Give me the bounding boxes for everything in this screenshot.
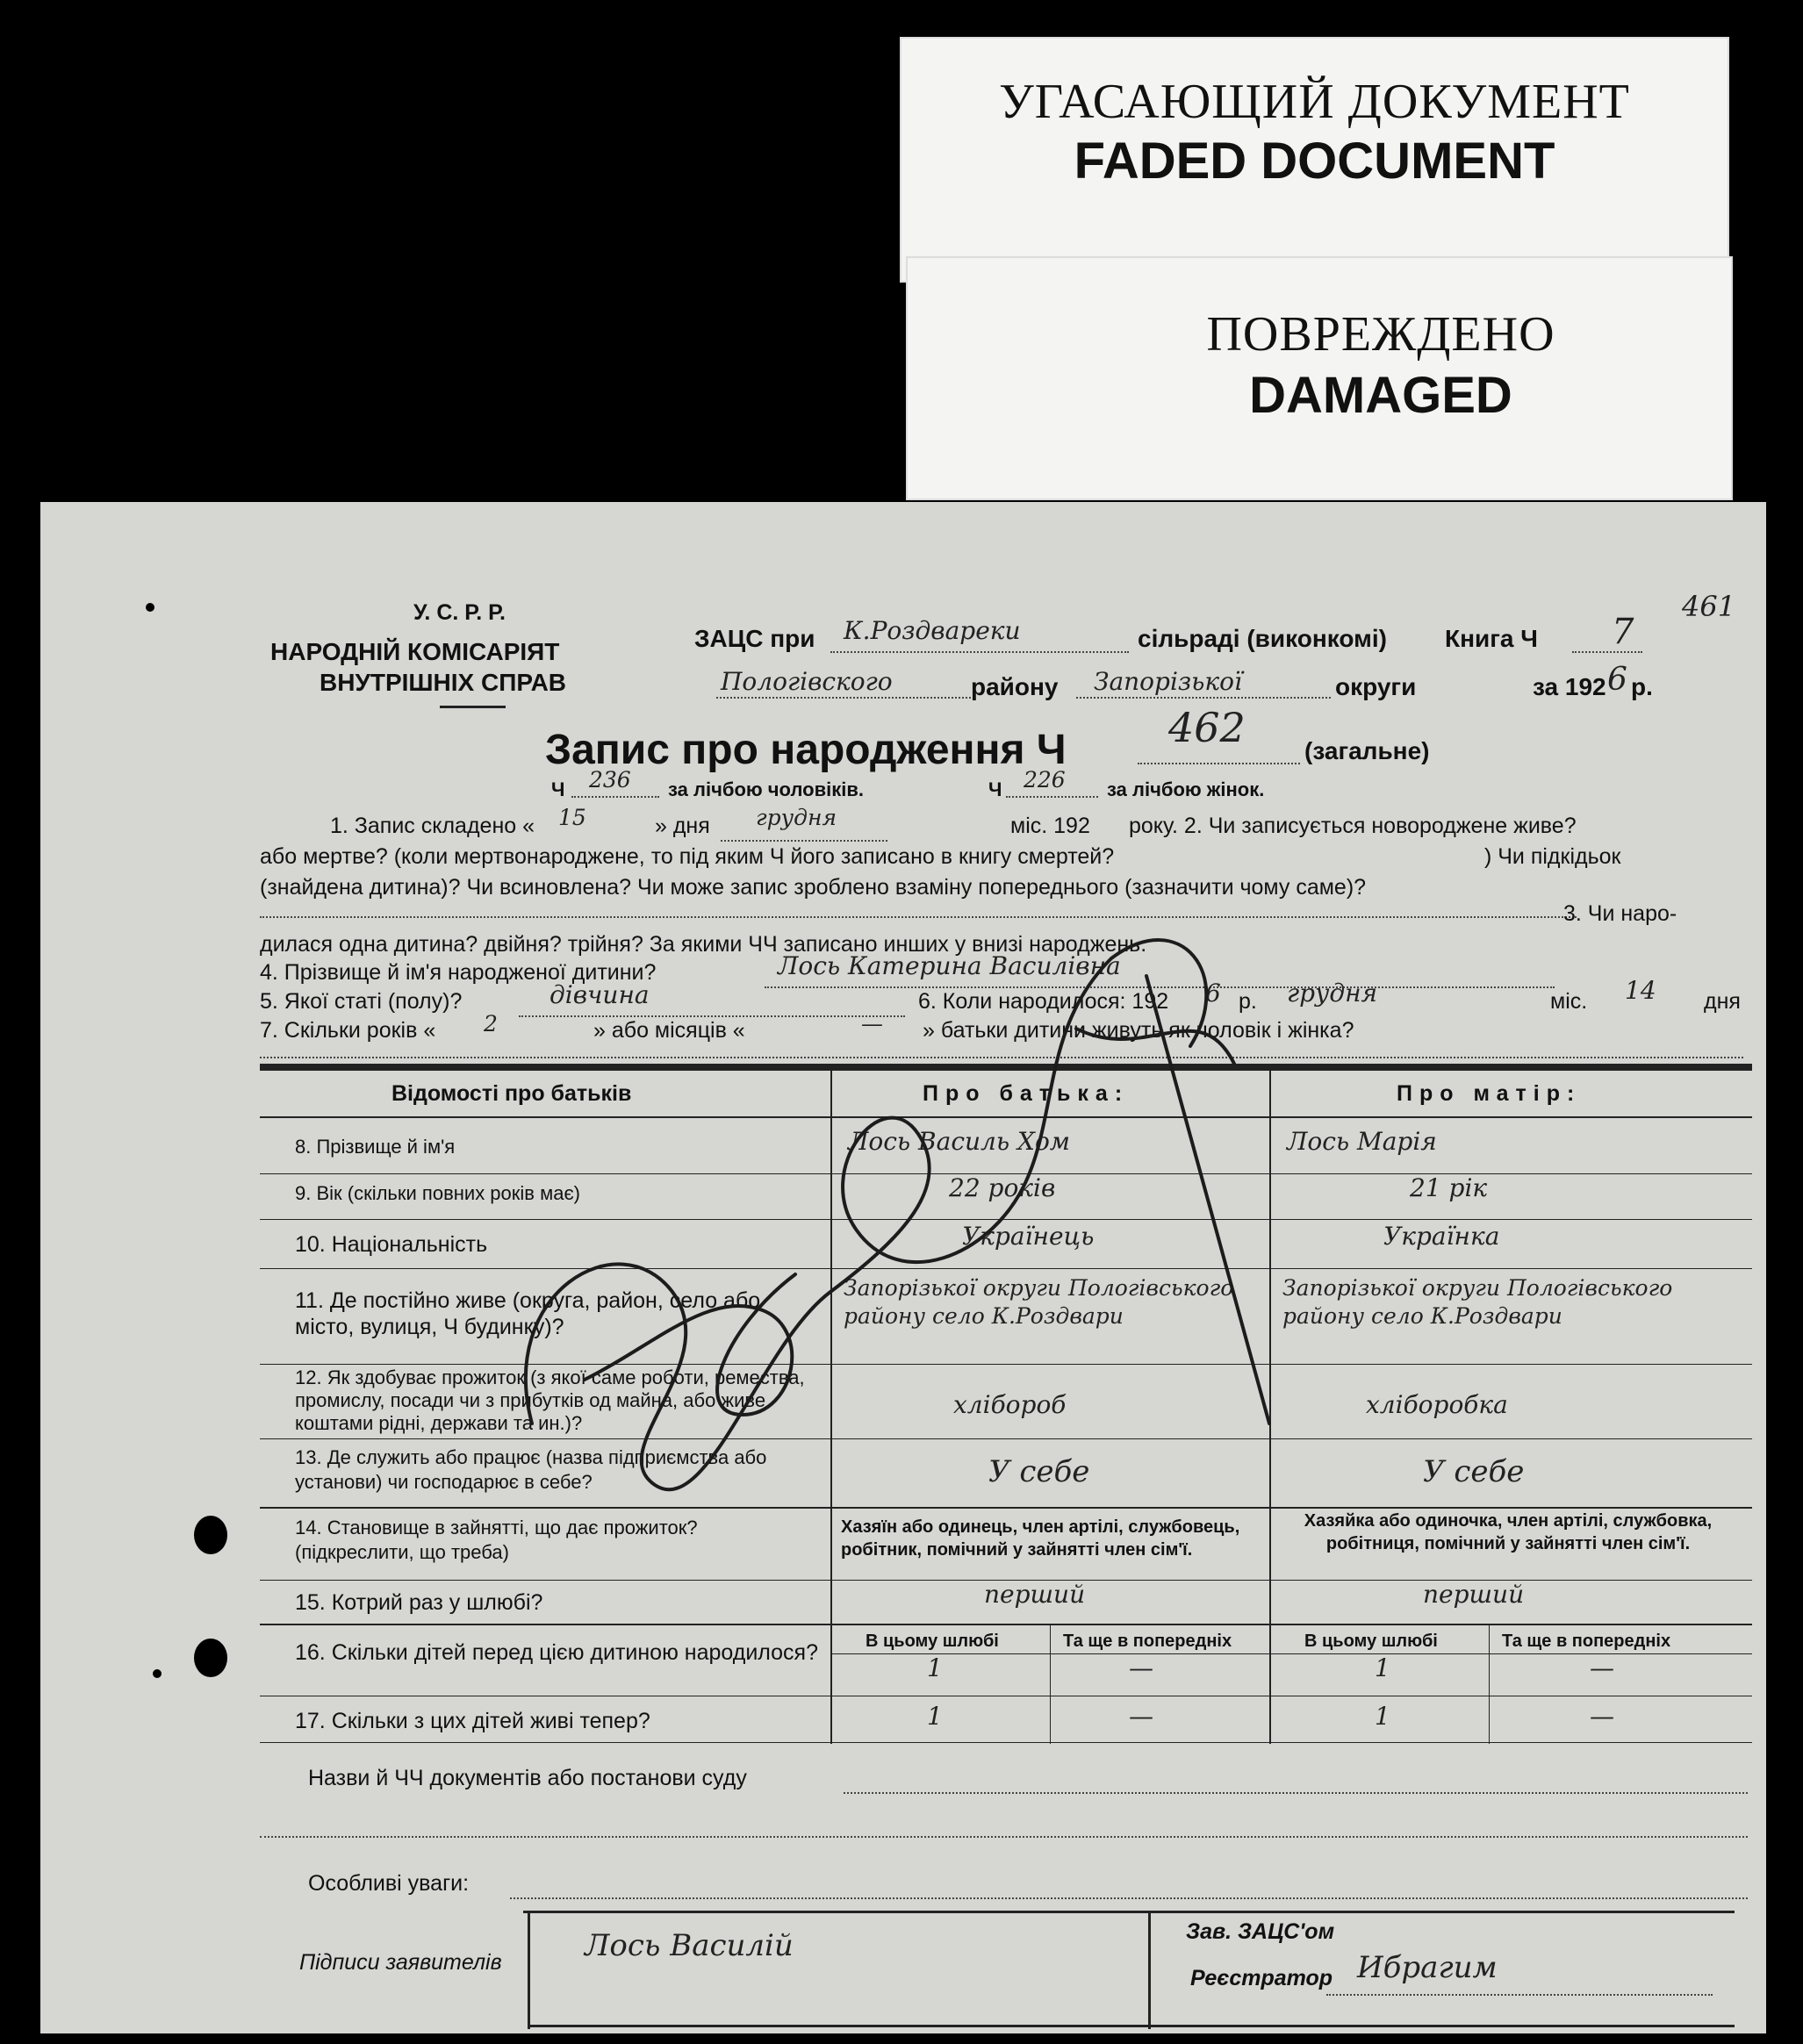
applicant-signature: Лось Василій [585, 1928, 794, 1963]
commissariat-label: НАРОДНІЙ КОМІСАРІЯТ [270, 638, 560, 665]
year-suffix: р. [1631, 673, 1653, 700]
okrug-name: Запорізької [1094, 667, 1242, 696]
birth-month: грудня [1287, 979, 1378, 1008]
corner-number: 461 [1682, 590, 1736, 623]
zags-prefix: ЗАЦС при [694, 625, 815, 652]
line8: 7. Скільки років « [260, 1018, 436, 1043]
district-label: району [971, 673, 1059, 700]
father-sub-this: В цьому шлюбі [866, 1632, 999, 1651]
faded-document-label [900, 37, 1729, 283]
internal-affairs-label: ВНУТРІШНІХ СПРАВ [320, 669, 567, 696]
father-residence: Запорізької округи Пологівського району село К.Роздвари [844, 1275, 1234, 1329]
line1-a: 1. Запис складено « [330, 814, 535, 838]
line2: або мертве? (коли мертвонароджене, то під яким Ч його записано в книгу смертей? [260, 844, 1115, 869]
row-label-marriage: 15. Котрий раз у шлюбі? [295, 1590, 543, 1615]
line7-b: 6. Коли народилося: 192 [918, 989, 1169, 1014]
line7-c: р. [1239, 989, 1257, 1014]
row-label-workplace: 13. Де служить або працює (назва підприємства або установи) чи господарює в себе? [295, 1446, 767, 1493]
faded-label-en: FADED DOCUMENT [1074, 133, 1555, 190]
line5: дилася одна дитина? двійня? трійня? За якими ЧЧ записано инших у внизі народжень. [260, 932, 1147, 957]
birth-record-form [40, 502, 1766, 2033]
alive-mother-prev: — [1590, 1702, 1614, 1731]
years-together: 2 [484, 1011, 498, 1036]
ussr-label: У. С. Р. Р. [413, 600, 506, 625]
line2-b: ) Чи підкідьок [1484, 844, 1621, 869]
handwritten-scrawl [40, 502, 1766, 2033]
line6: 4. Прізвище й ім'я народженої дитини? [260, 960, 657, 985]
father-nationality: Українець [962, 1222, 1095, 1251]
alive-father-this: 1 [927, 1702, 943, 1731]
mother-nationality: Українка [1383, 1222, 1500, 1251]
months-together: — [861, 1011, 883, 1036]
registrar-label: Реєстратор [1190, 1966, 1333, 1990]
line3: (знайдена дитина)? Чи всиновлена? Чи може запис зроблено взаміну попереднього (зазначити чому саме)? [260, 875, 1367, 900]
col-mother-header: Про матір: [1397, 1081, 1582, 1106]
children-mother-this: 1 [1375, 1653, 1390, 1682]
district-name: Пологівского [721, 667, 893, 696]
line1-b: » дня [655, 814, 710, 838]
father-surname: Лось Василь Хом [848, 1127, 1071, 1156]
applicant-label: Підписи заявителів [299, 1950, 502, 1975]
line1-c: міс. 192 [1010, 814, 1090, 838]
men-prefix: Ч [551, 778, 565, 800]
women-label: за лічбою жінок. [1107, 778, 1265, 800]
row-label-surname: 8. Прізвище й ім'я [295, 1136, 456, 1158]
year-label: за 192 [1533, 673, 1606, 700]
damaged-label-en: DAMAGED [1249, 367, 1512, 424]
row-label-alive: 17. Скільки з цих дітей живі тепер? [295, 1709, 650, 1733]
record-month: грудня [756, 805, 837, 830]
book-number: 7 [1612, 612, 1634, 652]
mother-employment-options: Хазяйка або одиночка, член артілі, службовка, робітниця, помічний у зайнятті член сім'ї. [1304, 1511, 1713, 1553]
row-label-age: 9. Вік (скільки повних років має) [295, 1182, 581, 1204]
record-day: 15 [558, 805, 586, 830]
mother-workplace: У себе [1423, 1454, 1525, 1489]
book-label: Книга Ч [1445, 625, 1538, 652]
year-digit: 6 [1607, 662, 1627, 698]
row-label-nationality: 10. Національність [295, 1232, 488, 1257]
mother-sub-this: В цьому шлюбі [1304, 1632, 1438, 1651]
faded-label-ru: УГАСАЮЩИЙ ДОКУМЕНТ [999, 75, 1630, 129]
row-label-children: 16. Скільки дітей перед цією дитиною народилося? [295, 1640, 818, 1665]
damaged-label-ru: ПОВРЕЖДЕНО [1206, 307, 1555, 362]
father-livelihood: хлібороб [953, 1390, 1067, 1419]
children-mother-prev: — [1590, 1653, 1614, 1682]
registrar-signature: Ибрагим [1357, 1950, 1498, 1985]
birth-year: 6 [1205, 979, 1221, 1008]
record-title: Запис про народження Ч [545, 727, 1067, 773]
line1-d: року. 2. Чи записується новороджене живе? [1129, 814, 1577, 838]
general-label: (загальне) [1304, 737, 1430, 764]
line7-e: дня [1704, 989, 1741, 1014]
line8-b: » або місяців « [593, 1018, 745, 1043]
child-sex: дівчина [550, 980, 650, 1009]
alive-father-prev: — [1129, 1702, 1153, 1731]
children-father-this: 1 [927, 1653, 943, 1682]
record-number: 462 [1168, 704, 1246, 751]
alive-mother-this: 1 [1375, 1702, 1390, 1731]
mother-livelihood: хліборобка [1366, 1390, 1508, 1419]
row-label-employment: 14. Становище в зайнятті, що дає прожиток? (підкреслити, що треба) [295, 1517, 698, 1563]
birth-day: 14 [1625, 976, 1656, 1005]
father-sub-prev: Та ще в попередніх [1063, 1632, 1232, 1651]
row-label-livelihood: 12. Як здобуває прожиток (з якої саме роботи, ремества, промислу, посади чи з прибутків од майна, або живе коштами рідні, держави та ин.)? [295, 1366, 805, 1434]
mother-marriage: перший [1423, 1580, 1525, 1609]
child-name: Лось Катерина Василівна [778, 951, 1121, 980]
row-label-residence: 11. Де постійно живе (округа, район, село або місто, вулиця, Ч будинку)? [295, 1288, 761, 1339]
line7-d: міс. [1550, 989, 1588, 1014]
documents-label: Назви й ЧЧ документів або постанови суду [308, 1766, 747, 1790]
col-info-header: Відомості про батьків [391, 1081, 632, 1106]
father-workplace: У себе [988, 1454, 1090, 1489]
village-name: К.Роздвареки [844, 616, 1021, 645]
mother-sub-prev: Та ще в попередніх [1502, 1632, 1671, 1651]
line4: 3. Чи наро- [1563, 901, 1677, 926]
col-father-header: Про батька: [923, 1081, 1130, 1106]
father-age: 22 років [949, 1173, 1056, 1202]
okrug-label: округи [1335, 673, 1417, 700]
men-number: 236 [589, 767, 631, 792]
mother-residence: Запорізької округи Пологівського району село К.Роздвари [1282, 1275, 1673, 1329]
line7: 5. Якої статі (полу)? [260, 989, 463, 1014]
damaged-document-label [906, 256, 1733, 500]
women-prefix: Ч [988, 778, 1002, 800]
father-employment-options: Хазяїн або одинець, член артілі, службовець, робітник, помічний у зайнятті член сім'ї. [841, 1517, 1240, 1560]
head-label: Зав. ЗАЦС'ом [1186, 1919, 1335, 1944]
council-label: сільраді (виконкомі) [1138, 625, 1387, 652]
children-father-prev: — [1129, 1653, 1153, 1682]
line8-c: » батьки дитини живуть як чоловік і жінка? [923, 1018, 1354, 1043]
women-number: 226 [1024, 767, 1066, 792]
notes-label: Особливі уваги: [308, 1871, 470, 1896]
mother-surname: Лось Марія [1287, 1127, 1437, 1156]
mother-age: 21 рік [1410, 1173, 1488, 1202]
men-label: за лічбою чоловіків. [668, 778, 864, 800]
father-marriage: перший [984, 1580, 1086, 1609]
